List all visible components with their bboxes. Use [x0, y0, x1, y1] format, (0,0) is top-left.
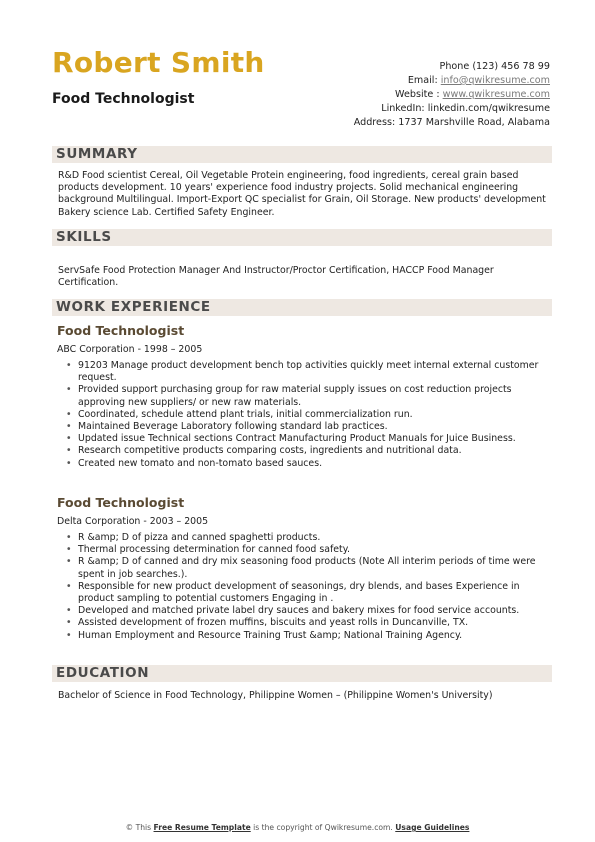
- list-item: • Assisted development of frozen muffins, biscuits and yeast rolls in Duncanville, TX.: [66, 617, 550, 629]
- list-item: • Developed and matched private label dry sauces and bakery mixes for food service accounts.: [66, 605, 550, 617]
- website-label: Website :: [395, 89, 440, 100]
- job-2-bullets: [66, 532, 550, 642]
- list-item: • Coordinated, schedule attend plant trials, initial commercialization run.: [66, 409, 550, 421]
- candidate-title: Food Technologist: [52, 91, 195, 107]
- footer-prefix: © This: [125, 823, 152, 832]
- email-link[interactable]: info@qwikresume.com: [440, 75, 550, 86]
- free-resume-template-link[interactable]: Free Resume Template: [153, 823, 251, 832]
- list-item: • Updated issue Technical sections Contract Manufacturing Product Manuals for Juice Business.: [66, 433, 550, 445]
- phone-label: Phone: [439, 61, 470, 72]
- job-1-title: Food Technologist: [57, 323, 185, 338]
- contact-linkedin-row: [354, 102, 550, 116]
- contact-address-row: [354, 116, 550, 130]
- job-1-company: ABC Corporation - 1998 – 2005: [57, 344, 203, 355]
- contact-email-row: [354, 74, 550, 88]
- website-link[interactable]: www.qwikresume.com: [442, 89, 550, 100]
- job-2-title: Food Technologist: [57, 495, 185, 510]
- contact-website-row: [354, 88, 550, 102]
- list-item: • Thermal processing determination for canned food safety.: [66, 544, 550, 556]
- list-item: • Research competitive products comparing costs, ingredients and nutritional data.: [66, 445, 550, 457]
- contact-block: [354, 60, 550, 130]
- work-section-header: [52, 299, 552, 316]
- footer-copyright: is the copyright of Qwikresume.com.: [253, 823, 393, 832]
- summary-text: R&D Food scientist Cereal, Oil Vegetable Protein engineering, food ingredients, cereal grain based products development. 10 years' experience food industry projects. Solid mechanical engineering background Multilingual. Import-Export QC specialist for Grain, Oil Storage. New products' development Bakery science Lab. Certified Safety Engineer.: [58, 170, 546, 218]
- linkedin-label: LinkedIn:: [381, 103, 425, 114]
- list-item: • Created new tomato and non-tomato based sauces.: [66, 458, 550, 470]
- list-item: • Responsible for new product development of seasonings, dry blends, and bases Experience in product sampling to potential customers Engaging in .: [66, 581, 550, 605]
- footer: [0, 823, 595, 832]
- linkedin-value: linkedin.com/qwikresume: [427, 103, 550, 114]
- education-section-header: [52, 665, 552, 682]
- skills-heading: SKILLS: [56, 229, 112, 245]
- job-2-company: Delta Corporation - 2003 – 2005: [57, 516, 209, 527]
- skills-section-header: [52, 229, 552, 246]
- education-heading: EDUCATION: [56, 665, 150, 681]
- list-item: • Maintained Beverage Laboratory following standard lab practices.: [66, 421, 550, 433]
- list-item: • Human Employment and Resource Training Trust &amp; National Training Agency.: [66, 630, 550, 642]
- list-item: • R &amp; D of pizza and canned spaghetti products.: [66, 532, 550, 544]
- list-item: • 91203 Manage product development bench top activities quickly meet internal external customer request.: [66, 360, 550, 384]
- email-label: Email:: [407, 75, 438, 86]
- phone-value: (123) 456 78 99: [472, 61, 550, 72]
- job-1-bullets: [66, 360, 550, 470]
- skills-text: ServSafe Food Protection Manager And Instructor/Proctor Certification, HACCP Food Manager Certification.: [58, 265, 494, 289]
- address-label: Address:: [353, 117, 396, 128]
- address-value: 1737 Marshville Road, Alabama: [398, 117, 550, 128]
- summary-heading: SUMMARY: [56, 146, 138, 162]
- contact-phone-row: [354, 60, 550, 74]
- candidate-name: Robert Smith: [52, 46, 265, 79]
- work-heading: WORK EXPERIENCE: [56, 299, 211, 315]
- list-item: • Provided support purchasing group for raw material supply issues on cost reduction projects approving new suppliers/ or new raw materials.: [66, 384, 550, 408]
- list-item: • R &amp; D of canned and dry mix seasoning food products (Note All interim periods of time were spent in job searches.).: [66, 556, 550, 580]
- education-text: Bachelor of Science in Food Technology, Philippine Women – (Philippine Women's University): [58, 690, 493, 701]
- usage-guidelines-link[interactable]: Usage Guidelines: [395, 823, 470, 832]
- summary-section-header: [52, 146, 552, 163]
